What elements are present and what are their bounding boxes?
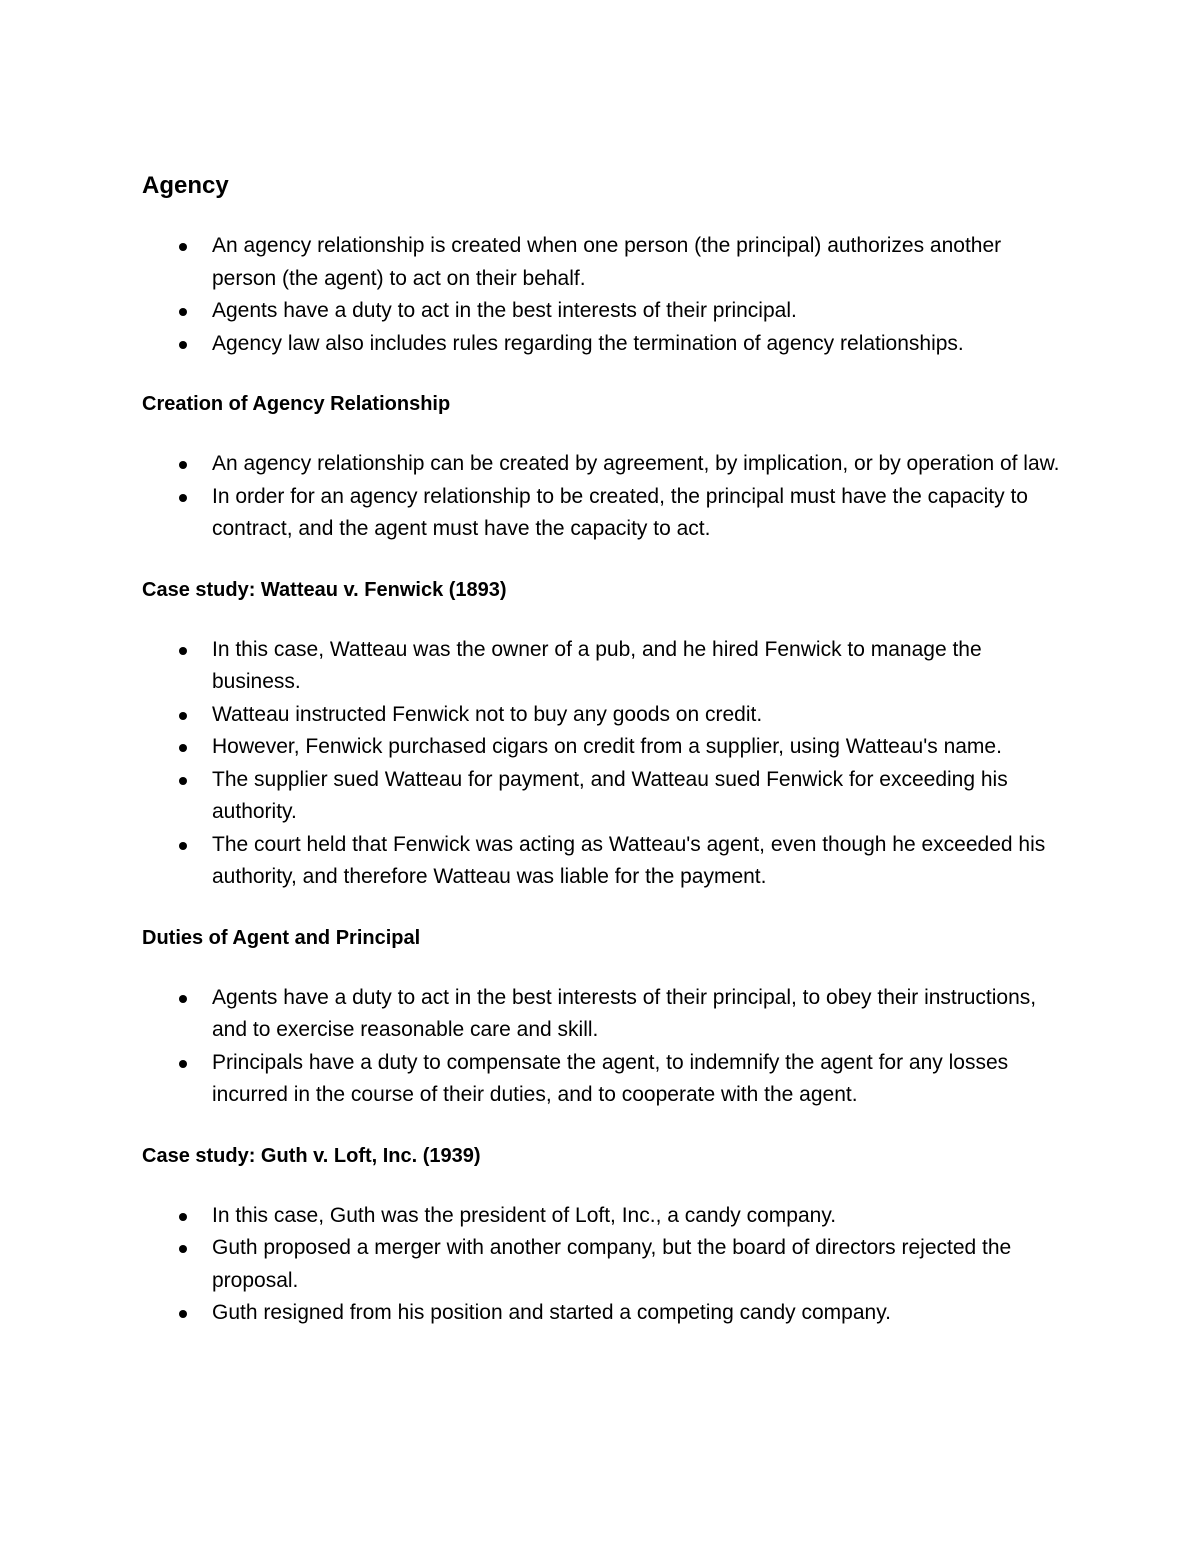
- list-item-text: An agency relationship can be created by agreement, by implication, or by operation of law.: [212, 452, 1060, 475]
- intro-bullet-list: [142, 230, 1062, 360]
- list-item: [142, 481, 1062, 546]
- bullet-icon: [179, 494, 187, 502]
- list-item: [142, 1047, 1062, 1112]
- watteau-case-bullet-list: [142, 634, 1062, 894]
- list-item: [142, 982, 1062, 1047]
- bullet-icon: [179, 243, 187, 251]
- bullet-icon: [179, 1245, 187, 1253]
- bullet-icon: [179, 744, 187, 752]
- bullet-icon: [179, 995, 187, 1003]
- list-item-text: The supplier sued Watteau for payment, and Watteau sued Fenwick for exceeding his authority.: [212, 767, 1008, 823]
- list-item-text: Watteau instructed Fenwick not to buy any goods on credit.: [212, 702, 763, 726]
- document-content: [142, 168, 1062, 1358]
- guth-case-bullet-list: [142, 1200, 1062, 1330]
- section-heading-duties: Duties of Agent and Principal: [142, 926, 421, 949]
- bullet-icon: [179, 1213, 187, 1221]
- document-title: Agency: [142, 172, 229, 199]
- list-item: [142, 699, 1062, 732]
- list-item-text: Guth proposed a merger with another company, but the board of directors rejected the proposal.: [212, 1236, 1012, 1292]
- section-heading-creation: Creation of Agency Relationship: [142, 393, 451, 415]
- list-item: [142, 230, 1062, 295]
- list-item-text: In this case, Watteau was the owner of a pub, and he hired Fenwick to manage the business.: [212, 637, 982, 693]
- list-item: [142, 328, 1062, 361]
- bullet-icon: [179, 712, 187, 720]
- list-item-text: However, Fenwick purchased cigars on credit from a supplier, using Watteau's name.: [212, 735, 1002, 758]
- list-item-text: In this case, Guth was the president of Loft, Inc., a candy company.: [212, 1203, 837, 1227]
- creation-bullet-list: [142, 448, 1062, 546]
- list-item: [142, 829, 1062, 894]
- bullet-icon: [179, 461, 187, 469]
- list-item: [142, 1297, 1062, 1330]
- bullet-icon: [179, 777, 187, 785]
- list-item: [142, 448, 1062, 481]
- list-item-text: Principals have a duty to compensate the agent, to indemnify the agent for any losses incurred in the course of their duties, and to cooperate with the agent.: [212, 1050, 1009, 1106]
- section-heading-guth-case: Case study: Guth v. Loft, Inc. (1939): [142, 1144, 481, 1167]
- list-item-text: An agency relationship is created when one person (the principal) authorizes another person (the agent) to act on their behalf.: [212, 234, 1002, 290]
- list-item-text: Agency law also includes rules regarding the termination of agency relationships.: [212, 331, 964, 355]
- section-heading-watteau-case: Case study: Watteau v. Fenwick (1893): [142, 578, 507, 601]
- bullet-icon: [179, 308, 187, 316]
- list-item-text: Guth resigned from his position and started a competing candy company.: [212, 1301, 891, 1324]
- list-item-text: Agents have a duty to act in the best interests of their principal, to obey their instructions, and to exercise reasonable care and skill.: [212, 985, 1037, 1041]
- bullet-icon: [179, 1310, 187, 1318]
- list-item-text: In order for an agency relationship to be created, the principal must have the capacity to contract, and the agent must have the capacity to act.: [212, 484, 1028, 540]
- bullet-icon: [179, 842, 187, 850]
- list-item: [142, 634, 1062, 699]
- list-item: [142, 731, 1062, 764]
- bullet-icon: [179, 1060, 187, 1068]
- list-item-text: The court held that Fenwick was acting as Watteau's agent, even though he exceeded his authority, and therefore Watteau was liable for the payment.: [212, 832, 1046, 888]
- list-item: [142, 1200, 1062, 1233]
- bullet-icon: [179, 647, 187, 655]
- list-item: [142, 764, 1062, 829]
- bullet-icon: [179, 341, 187, 349]
- list-item: [142, 295, 1062, 328]
- list-item-text: Agents have a duty to act in the best interests of their principal.: [212, 299, 797, 322]
- duties-bullet-list: [142, 982, 1062, 1112]
- list-item: [142, 1232, 1062, 1297]
